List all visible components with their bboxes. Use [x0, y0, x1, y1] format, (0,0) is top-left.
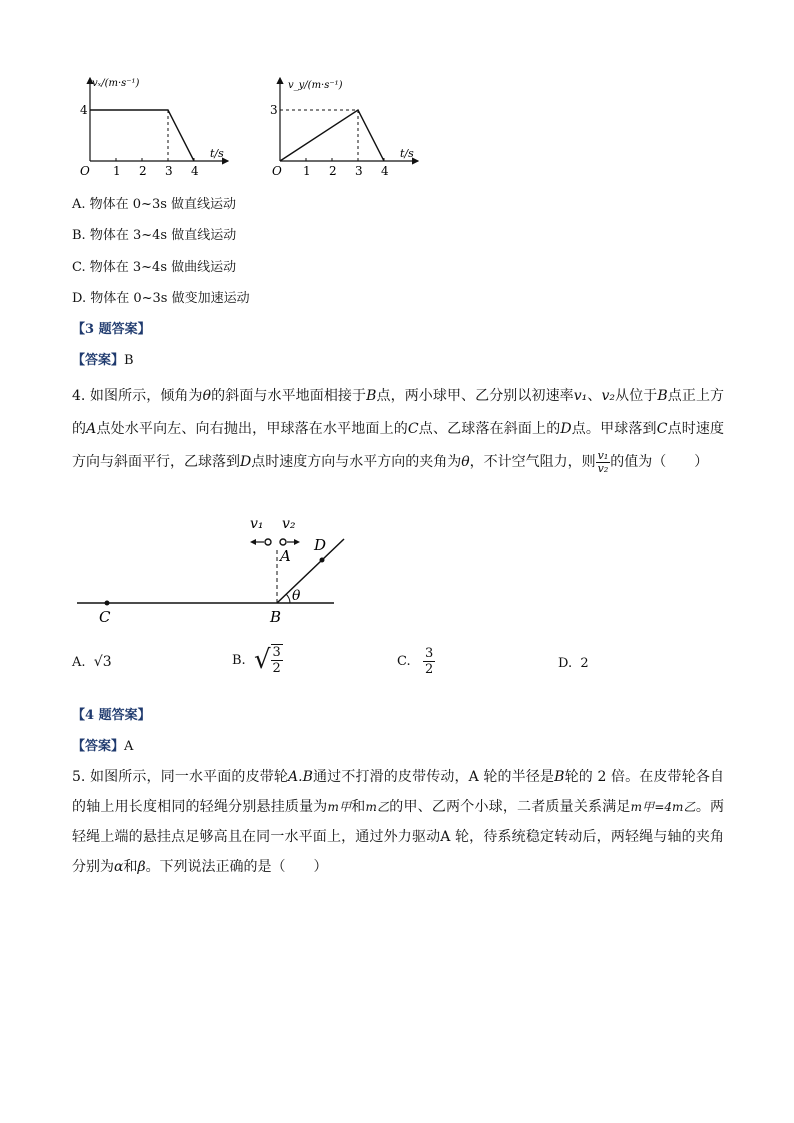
- vy-origin: O: [272, 164, 282, 178]
- v1-arrowhead: [250, 539, 256, 545]
- q4-point-d: D: [240, 454, 252, 470]
- q4-v2: v₂: [601, 388, 616, 404]
- vx-ylabel: vₓ/(m·s⁻¹): [92, 78, 140, 89]
- q4-option-b: [232, 644, 283, 676]
- sqrt-icon: √: [253, 645, 271, 675]
- vy-xlabel: t/s: [400, 147, 414, 160]
- fig-v2-label: v₂: [282, 516, 296, 532]
- q5-text: 和: [123, 859, 138, 875]
- q4-text: 、: [587, 388, 602, 404]
- q5-stem: [72, 762, 724, 882]
- q5-m-yi: m乙: [365, 800, 390, 814]
- option-value: 2: [580, 656, 589, 671]
- q4-option-c: [397, 646, 435, 677]
- q3-option-c: C. 物体在 3~4s 做曲线运动: [72, 260, 237, 275]
- frac-num: 3: [425, 646, 434, 661]
- q5-mass-relation: m甲=4m乙: [630, 800, 696, 814]
- vx-xlabel: t/s: [210, 147, 224, 160]
- q4-point-b: B: [366, 388, 377, 404]
- option-label: D.: [558, 656, 573, 671]
- vy-x-tick-label: 3: [355, 164, 363, 178]
- q4-point-c: C: [407, 421, 419, 437]
- q4-text: 点，两小球甲、乙分别以初速率: [376, 388, 574, 404]
- frac-den: 2: [425, 662, 434, 677]
- q4-theta: θ: [202, 388, 212, 404]
- q5-text: 。两轻绳上端的悬挂点足够高且在同一水平面上，通过外力驱动A 轮，待系统稳定转动后，两轻绳与轴的夹角分别为: [72, 799, 725, 875]
- vx-t-graph: [78, 72, 238, 187]
- ball-jia: [265, 539, 271, 545]
- vx-x-tick-label: 4: [191, 164, 199, 178]
- q5-text: 5. 如图所示，同一水平面的皮带轮: [72, 769, 289, 785]
- q4-text: 从位于: [615, 388, 658, 404]
- q4-text: 的斜面与水平地面相接于: [211, 388, 367, 404]
- q4-option-a: [72, 654, 112, 670]
- q5-text: 通过不打滑的皮带传动，A 轮的半径是: [312, 769, 555, 785]
- q5-text: 和: [351, 799, 366, 815]
- q4-text: ，不计空气阻力，则: [469, 454, 596, 470]
- q4-text: 点。甲球落到: [571, 421, 657, 437]
- ball-yi: [280, 539, 286, 545]
- fig-theta-label: θ: [292, 588, 301, 604]
- q4-option-d: [558, 656, 589, 671]
- q4-theta: θ: [461, 454, 470, 470]
- q4-point-c: C: [656, 421, 668, 437]
- q4-answer-value: A: [124, 739, 134, 754]
- q5-alpha: α: [114, 859, 124, 875]
- fig-c-label: C: [99, 608, 111, 626]
- q4-point-a: A: [86, 421, 97, 437]
- q4-text: 点处水平向左、向右抛出，甲球落在水平地面上的: [96, 421, 408, 437]
- option-value: √3: [93, 654, 112, 670]
- fig-d-label: D: [314, 536, 327, 554]
- q4-text: 的值为（ ）: [610, 454, 709, 470]
- point-d-dot: [320, 558, 325, 563]
- vy-ylabel: v_y/(m·s⁻¹): [288, 80, 343, 91]
- q5-beta: β: [137, 859, 146, 875]
- q3-option-b: B. 物体在 3~4s 做直线运动: [72, 228, 237, 243]
- vx-x-tick-label: 2: [139, 164, 147, 178]
- vy-y-tick-label: 3: [270, 103, 278, 117]
- option-label: A.: [72, 655, 86, 670]
- q4-ratio-fraction: [596, 450, 611, 475]
- vx-x-tick-label: 3: [165, 164, 173, 178]
- q4-text: 点正上方的: [72, 388, 725, 437]
- option-label: B.: [232, 652, 246, 668]
- q3-section-tag: 【3 题答案】: [72, 322, 151, 337]
- q4-text: 点、乙球落在斜面上的: [418, 421, 561, 437]
- q4-text: 点时速度方向与斜面平行，乙球落到: [72, 421, 725, 470]
- vy-t-graph: [268, 72, 428, 187]
- q4-frac-den: v₂: [597, 461, 609, 475]
- q4-point-d: D: [560, 421, 572, 437]
- fig-v1-label: v₁: [250, 516, 264, 532]
- fig-b-label: B: [270, 608, 282, 626]
- vy-x-tick-label: 2: [329, 164, 337, 178]
- point-c-dot: [105, 601, 110, 606]
- q5-text: 轮的 2 倍。在皮带轮各自的轴上用长度相同的轻绳分别悬挂质量为: [72, 769, 725, 815]
- q4-answer-label: 【答案】: [72, 739, 125, 754]
- q5-m-jia: m甲: [327, 800, 352, 814]
- vy-series-line: [280, 110, 384, 161]
- frac-num: 3: [272, 645, 281, 660]
- q4-frac-num: v₁: [597, 448, 609, 462]
- option-label: C.: [397, 654, 411, 669]
- q5-b: B: [554, 769, 565, 785]
- vy-x-tick-label: 4: [381, 164, 389, 178]
- option-b-fraction: [271, 644, 283, 676]
- frac-den: 2: [272, 661, 281, 676]
- vx-origin: O: [80, 164, 90, 178]
- q3-option-d: D. 物体在 0~3s 做变加速运动: [72, 291, 250, 306]
- q4-answer: [72, 735, 133, 754]
- q4-point-b: B: [657, 388, 668, 404]
- vx-y-tick-label: 4: [80, 103, 88, 117]
- fig-a-label: A: [280, 547, 291, 565]
- vx-x-tick-label: 1: [113, 164, 121, 178]
- q3-option-a: A. 物体在 0~3s 做直线运动: [72, 197, 237, 212]
- q4-v1: v₁: [573, 388, 588, 404]
- q4-section-tag: 【4 题答案】: [72, 708, 151, 723]
- vx-series-line: [90, 110, 194, 161]
- q5-text: 。下列说法正确的是（ ）: [145, 859, 328, 875]
- theta-arc: [286, 594, 290, 603]
- option-c-fraction: [423, 646, 435, 677]
- q4-text: 4. 如图所示，倾角为: [72, 388, 203, 404]
- q3-answer-label: 【答案】: [72, 353, 125, 368]
- q3-answer-value: B: [124, 353, 134, 368]
- vy-x-tick-label: 1: [303, 164, 311, 178]
- q4-text: 点时速度方向与水平方向的夹角为: [251, 454, 462, 470]
- q4-stem: [72, 380, 724, 479]
- q5-text: 的甲、乙两个小球，二者质量关系满足: [389, 799, 631, 815]
- q3-answer: [72, 349, 134, 368]
- q5-ab: A.B: [288, 769, 313, 785]
- q4-projectile-figure: [72, 508, 362, 628]
- v2-arrowhead: [294, 539, 300, 545]
